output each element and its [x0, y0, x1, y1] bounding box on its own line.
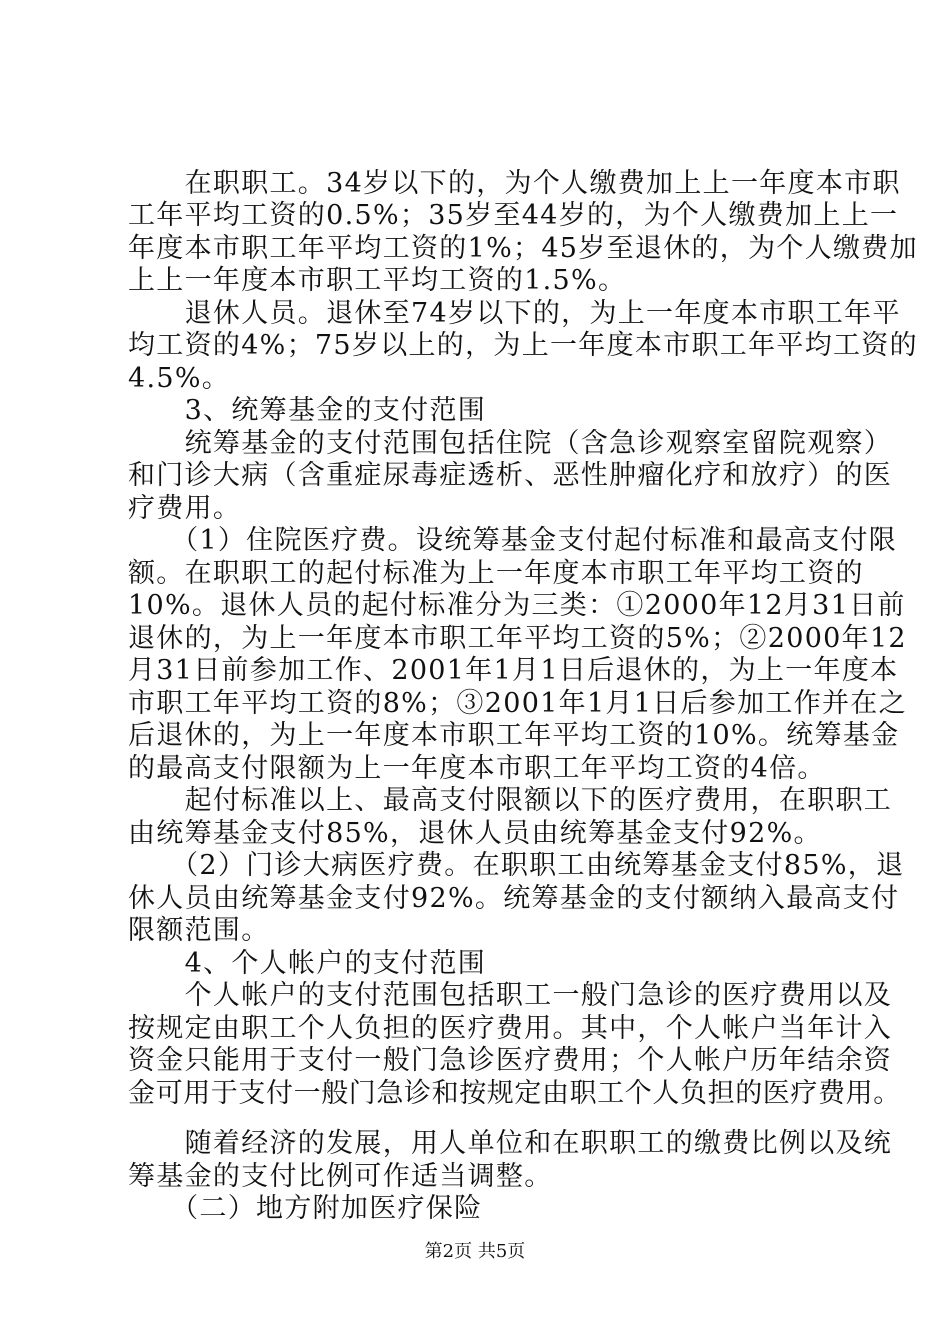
text-line: 休人员由统筹基金支付92%。统筹基金的支付额纳入最高支付: [128, 883, 900, 914]
text-line: 由统筹基金支付85%，退休人员由统筹基金支付92%。: [128, 818, 822, 849]
text-line: 10%。退休人员的起付标准分为三类：①2000年12月31日前: [128, 590, 906, 621]
text-line: 月31日前参加工作、2001年1月1日后退休的，为上一年度本: [128, 655, 899, 686]
text-line: 上上一年度本市职工平均工资的1.5%。: [128, 265, 627, 296]
text-line: 4.5%。: [128, 363, 231, 394]
text-line: 均工资的4%；75岁以上的，为上一年度本市职工年平均工资的: [128, 330, 918, 361]
text-line: 工年平均工资的0.5%；35岁至44岁的，为个人缴费加上上一: [128, 200, 899, 231]
text-line: 限额范围。: [128, 915, 270, 946]
section-heading: 3、统筹基金的支付范围: [128, 395, 487, 426]
text-line: 起付标准以上、最高支付限额以下的医疗费用，在职职工: [128, 785, 893, 816]
text-line: 按规定由职工个人负担的医疗费用。其中，个人帐户当年计入: [128, 1013, 893, 1044]
text-line: 市职工年平均工资的8%；③2001年1月1日后参加工作并在之: [128, 688, 907, 719]
text-line: 个人帐户的支付范围包括职工一般门急诊的医疗费用以及: [128, 980, 893, 1011]
section-heading: （二）地方附加医疗保险: [128, 1193, 483, 1224]
text-line: 筹基金的支付比例可作适当调整。: [128, 1161, 553, 1192]
text-line: （1）住院医疗费。设统筹基金支付起付标准和最高支付限: [128, 525, 898, 556]
text-line: 和门诊大病（含重症尿毒症透析、恶性肿瘤化疗和放疗）的医: [128, 460, 893, 491]
text-line: 后退休的，为上一年度本市职工年平均工资的10%。统筹基金: [128, 720, 900, 751]
text-line: 年度本市职工年平均工资的1%；45岁至退休的，为个人缴费加: [128, 233, 918, 264]
page-footer: 第2页 共5页: [424, 1241, 526, 1262]
text-line: （2）门诊大病医疗费。在职职工由统筹基金支付85%，退: [128, 850, 905, 881]
text-line: 退休的，为上一年度本市职工年平均工资的5%；②2000年12: [128, 623, 907, 654]
text-line: 资金只能用于支付一般门急诊医疗费用；个人帐户历年结余资: [128, 1045, 893, 1076]
text-line: 统筹基金的支付范围包括住院（含急诊观察室留院观察）: [128, 428, 893, 459]
section-heading: 4、个人帐户的支付范围: [128, 948, 487, 979]
text-line: 退休人员。退休至74岁以下的，为上一年度本市职工年平: [128, 298, 901, 329]
text-line: 随着经济的发展，用人单位和在职职工的缴费比例以及统: [128, 1128, 893, 1159]
text-line: 在职职工。34岁以下的，为个人缴费加上上一年度本市职: [128, 168, 901, 199]
text-line: 金可用于支付一般门急诊和按规定由职工个人负担的医疗费用。: [128, 1078, 901, 1109]
text-line: 疗费用。: [128, 493, 242, 524]
text-line: 的最高支付限额为上一年度本市职工年平均工资的4倍。: [128, 753, 826, 784]
text-line: 额。在职职工的起付标准为上一年度本市职工年平均工资的: [128, 558, 864, 589]
